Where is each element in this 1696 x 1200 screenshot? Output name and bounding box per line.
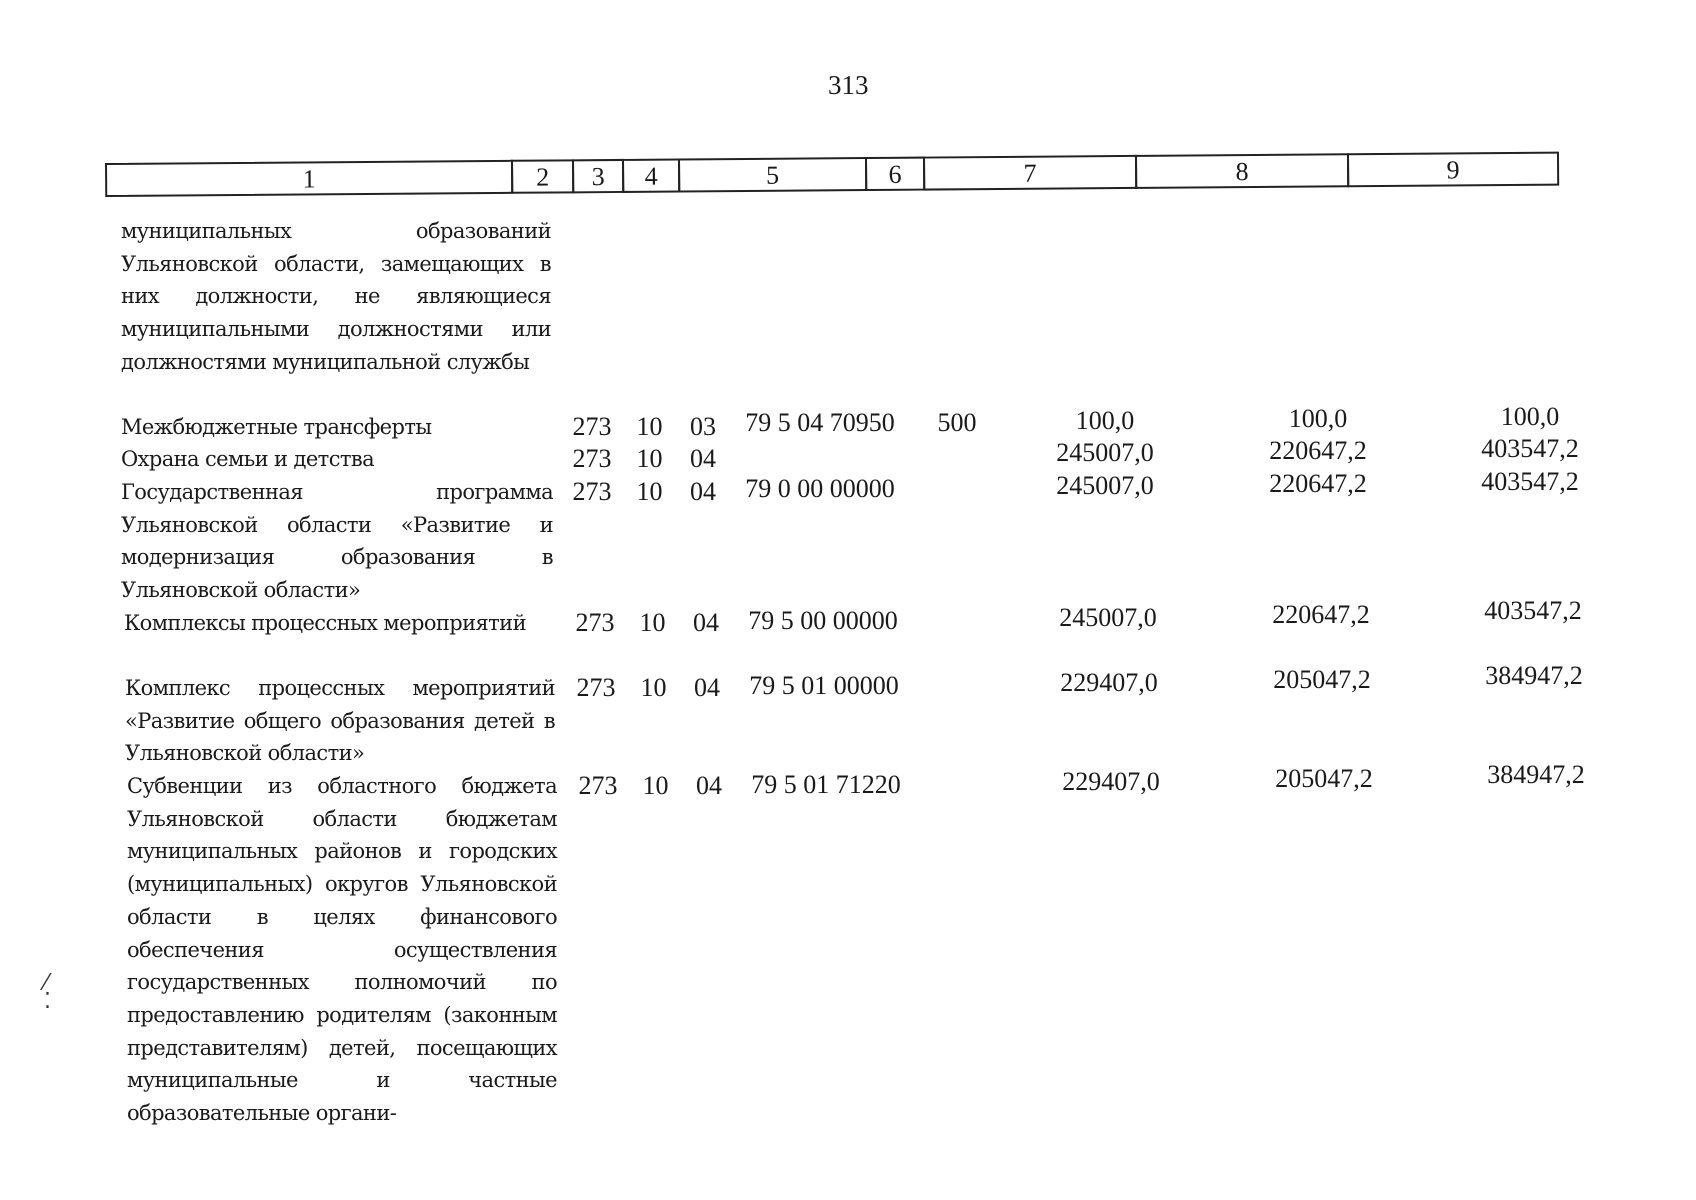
header-col-8: 8	[1135, 153, 1349, 189]
margin-marks: ⁄ ⁚	[44, 971, 51, 1014]
row-value-9: 100,0	[1500, 402, 1560, 431]
row-code-4: 04	[693, 608, 719, 637]
row-name: Комплекс процессных мероприятий «Развитие общего образования детей в Ульяновской области»	[125, 676, 555, 766]
row-code-5: 79 5 04 70950	[745, 408, 895, 437]
row-code-2: 273	[572, 412, 612, 441]
row-value-9: 384947,2	[1485, 661, 1583, 690]
row-value-7: 245007,0	[1056, 471, 1154, 500]
row-value-8: 220647,2	[1269, 469, 1367, 498]
row-code-2: 273	[572, 444, 612, 473]
row-name: Межбюджетные трансферты	[121, 415, 432, 439]
row-value-9: 403547,2	[1484, 596, 1582, 625]
row-code-2: 273	[576, 673, 616, 702]
page-number: 313	[828, 70, 869, 100]
budget-table	[105, 151, 1600, 209]
row-code-5: 79 5 01 71220	[751, 770, 901, 799]
row-code-2: 273	[575, 608, 615, 637]
row-code-4: 04	[696, 771, 722, 800]
row-value-7: 229407,0	[1062, 767, 1160, 796]
row-code-2: 273	[578, 771, 618, 800]
row-code-3: 10	[639, 608, 666, 637]
row-value-8: 220647,2	[1272, 600, 1370, 629]
row-code-5: 79 5 01 00000	[749, 671, 899, 700]
row-code-6: 500	[937, 408, 977, 437]
row-value-9: 403547,2	[1481, 434, 1579, 463]
row-code-3: 10	[642, 771, 669, 800]
row-value-7: 229407,0	[1060, 668, 1158, 697]
row-value-8: 100,0	[1288, 404, 1348, 433]
header-col-4: 4	[622, 158, 680, 192]
table-header	[105, 151, 1600, 209]
row-code-4: 03	[690, 412, 716, 441]
row-value-8: 220647,2	[1269, 436, 1367, 465]
header-col-5: 5	[678, 157, 867, 192]
row-value-7: 245007,0	[1056, 438, 1154, 467]
row-value-7: 245007,0	[1059, 603, 1157, 632]
row-value-9: 403547,2	[1481, 467, 1579, 496]
row-name: Субвенции из областного бюджета Ульяновской области бюджетам муниципальных районов и городских (муниципальных) округов Ульяновской области в целях финансового обеспечения осуществления государственных полномочий по предоставлению родителям (законным представителям) детей, посещающих муниципальные и частные образовательные органи-	[127, 774, 557, 1126]
row-value-9: 384947,2	[1487, 760, 1585, 789]
row-value-7: 100,0	[1075, 406, 1135, 435]
header-col-6: 6	[865, 157, 925, 191]
header-col-3: 3	[572, 159, 624, 193]
row-code-2: 273	[572, 477, 612, 506]
row-value-8: 205047,2	[1273, 665, 1371, 694]
row-value-8: 205047,2	[1275, 764, 1373, 793]
header-col-1: 1	[105, 160, 513, 197]
row-code-3: 10	[636, 412, 663, 441]
row-code-3: 10	[636, 444, 663, 473]
row-code-4: 04	[690, 444, 716, 473]
header-col-2: 2	[511, 159, 574, 193]
row-code-4: 04	[690, 477, 716, 506]
row-name: Комплексы процессных мероприятий	[124, 611, 526, 635]
header-col-7: 7	[923, 155, 1137, 191]
row-name: Охрана семьи и детства	[121, 447, 375, 471]
row-code-5: 79 5 00 00000	[748, 606, 898, 635]
header-col-9: 9	[1347, 152, 1559, 188]
row-code-5: 79 0 00 00000	[745, 474, 895, 503]
row-code-4: 04	[694, 673, 720, 702]
row-code-3: 10	[636, 477, 663, 506]
row-code-3: 10	[640, 673, 667, 702]
row-name: муниципальных образований Ульяновской области, замещающих в них должности, не являющиеся муниципальными должностями или должностями муниципальной службы	[121, 219, 551, 374]
row-name: Государственная программа Ульяновской области «Развитие и модернизация образования в Ульяновской области»	[121, 480, 553, 603]
